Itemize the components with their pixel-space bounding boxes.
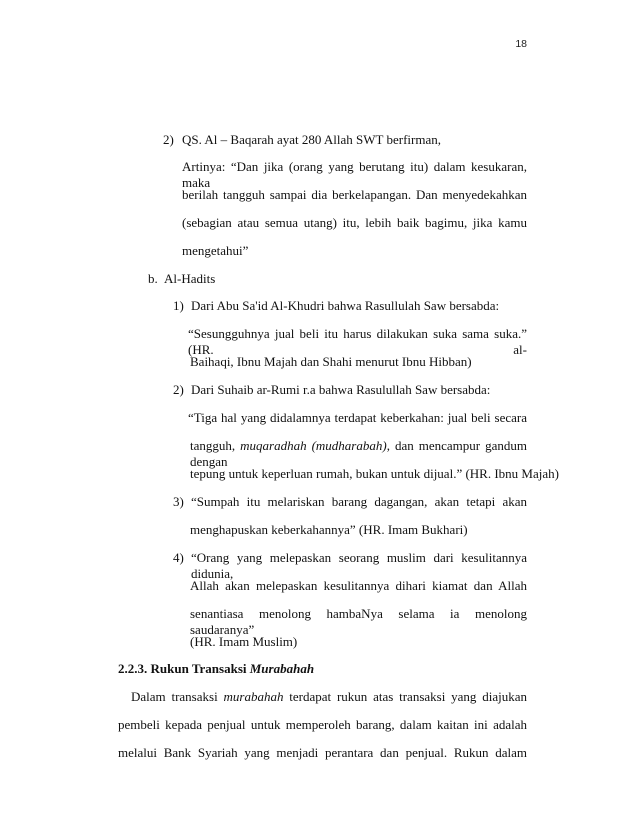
- hadith-3-line-1: “Sumpah itu melariskan barang dagangan, akan tetapi akan: [191, 494, 527, 509]
- page-number: 18: [515, 38, 527, 50]
- section-heading: 2.2.3. Rukun Transaksi Murabahah: [118, 661, 315, 676]
- qs-translation-line-2: berilah tangguh sampai dia berkelapangan. Dan menyedekahkan: [182, 187, 527, 202]
- list-number: 4): [173, 550, 184, 565]
- hadith-2-line-2: tangguh, muqaradhah (mudharabah), dan mencampur gandum dengan: [190, 438, 527, 469]
- section-label: b.: [148, 271, 158, 286]
- section-title: Al-Hadits: [164, 271, 216, 286]
- hadith-4-line-3: senantiasa menolong hambaNya selama ia menolong saudaranya”: [190, 606, 527, 637]
- hadith-1-intro: Dari Abu Sa'id Al-Khudri bahwa Rasullulah Saw bersabda:: [191, 298, 500, 313]
- paragraph-line-3: melalui Bank Syariah yang menjadi perantara dan penjual. Rukun dalam: [118, 745, 527, 760]
- hadith-4-line-2: Allah akan melepaskan kesulitannya dihari kiamat dan Allah: [190, 578, 527, 593]
- hadith-4-line-4: (HR. Imam Muslim): [190, 634, 298, 649]
- qs-heading-line: QS. Al – Baqarah ayat 280 Allah SWT berfirman,: [182, 132, 441, 147]
- hadith-1-line-2: Baihaqi, Ibnu Majah dan Shahi menurut Ibnu Hibban): [190, 354, 472, 369]
- qs-translation-line-3: (sebagian atau semua utang) itu, lebih baik bagimu, jika kamu: [182, 215, 527, 230]
- italic-term: murabahah: [223, 689, 284, 704]
- qs-translation-line-4: mengetahui”: [182, 243, 249, 258]
- list-number: 2): [163, 132, 174, 147]
- hadith-1-line-1: “Sesungguhnya jual beli itu harus dilakukan suka sama suka.” (HR. al-: [188, 326, 527, 357]
- italic-term: Murabahah: [249, 661, 315, 676]
- paragraph-line-1: Dalam transaksi murabahah terdapat rukun atas transaksi yang diajukan: [131, 689, 527, 704]
- paragraph-line-2: pembeli kepada penjual untuk memperoleh barang, dalam kaitan ini adalah: [118, 717, 527, 732]
- list-number: 2): [173, 382, 184, 397]
- list-number: 1): [173, 298, 184, 313]
- hadith-3-line-2: menghapuskan keberkahannya” (HR. Imam Bukhari): [190, 522, 468, 537]
- italic-term: muqaradhah (mudharabah): [240, 438, 387, 453]
- qs-translation-line-1: Artinya: “Dan jika (orang yang berutang itu) dalam kesukaran, maka: [182, 159, 527, 190]
- list-number: 3): [173, 494, 184, 509]
- hadith-2-line-3: tepung untuk keperluan rumah, bukan untuk dijual.” (HR. Ibnu Majah): [190, 466, 559, 481]
- hadith-4-line-1: “Orang yang melepaskan seorang muslim dari kesulitannya didunia,: [191, 550, 527, 581]
- hadith-2-intro: Dari Suhaib ar-Rumi r.a bahwa Rasulullah Saw bersabda:: [191, 382, 491, 397]
- hadith-2-line-1: “Tiga hal yang didalamnya terdapat keberkahan: jual beli secara: [188, 410, 527, 425]
